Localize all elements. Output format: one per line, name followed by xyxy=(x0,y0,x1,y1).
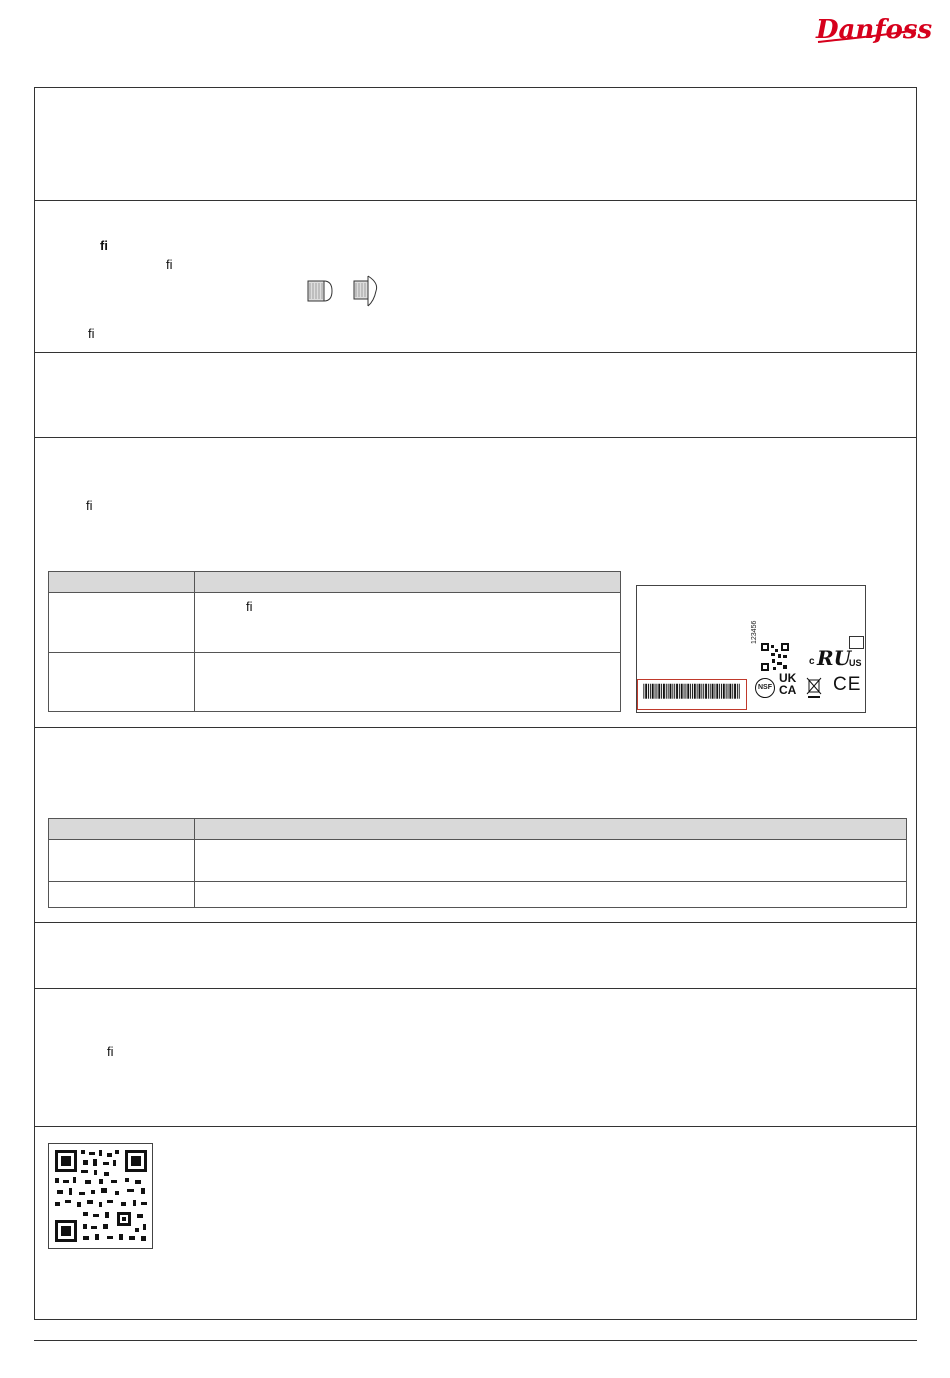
ul-mark-us: US xyxy=(849,658,862,668)
glyph-fi: ﬁ xyxy=(88,326,95,341)
danfoss-logo xyxy=(812,8,933,48)
label-checkbox xyxy=(849,636,864,649)
section-6 xyxy=(35,923,916,989)
table-column-divider xyxy=(194,819,195,907)
ukca-mark-top: UK xyxy=(779,671,797,685)
table-header-row xyxy=(49,572,620,593)
section-3 xyxy=(35,353,916,438)
table-header-row xyxy=(49,819,906,840)
screw-flat-head-icon xyxy=(306,277,334,305)
ul-mark-icon xyxy=(817,646,852,670)
nsf-mark-text: NSF xyxy=(758,684,772,691)
footer-divider xyxy=(34,1340,917,1341)
glyph-fi: ﬁ xyxy=(246,599,253,614)
table-2 xyxy=(48,818,907,908)
qr-code-pattern xyxy=(49,1144,152,1248)
table-1 xyxy=(48,571,621,712)
glyph-fi: ﬁ xyxy=(166,257,173,272)
label-barcode xyxy=(637,679,747,710)
ce-mark: CE xyxy=(833,674,862,695)
screw-round-head-icon xyxy=(352,275,380,307)
nsf-mark-icon xyxy=(755,678,775,698)
product-label xyxy=(636,585,866,713)
glyph-fi-bold: ﬁ xyxy=(100,238,108,253)
serial-digits: 123456 xyxy=(751,620,758,644)
ul-mark-c: c xyxy=(809,656,815,667)
svg-text:Danfoss: Danfoss xyxy=(816,15,933,45)
qr-code[interactable] xyxy=(48,1143,153,1249)
label-qr-code xyxy=(761,643,789,671)
table-column-divider xyxy=(194,572,195,711)
glyph-fi: ﬁ xyxy=(86,498,93,513)
section-1 xyxy=(35,88,916,201)
ukca-mark-bottom: CA xyxy=(779,683,797,697)
section-7 xyxy=(35,989,916,1127)
table-row-divider xyxy=(49,881,906,882)
svg-text:RU: RU xyxy=(817,646,852,670)
table-row-divider xyxy=(49,652,620,653)
section-2 xyxy=(35,201,916,353)
weee-bin-icon xyxy=(806,676,822,700)
glyph-fi: ﬁ xyxy=(107,1044,114,1059)
